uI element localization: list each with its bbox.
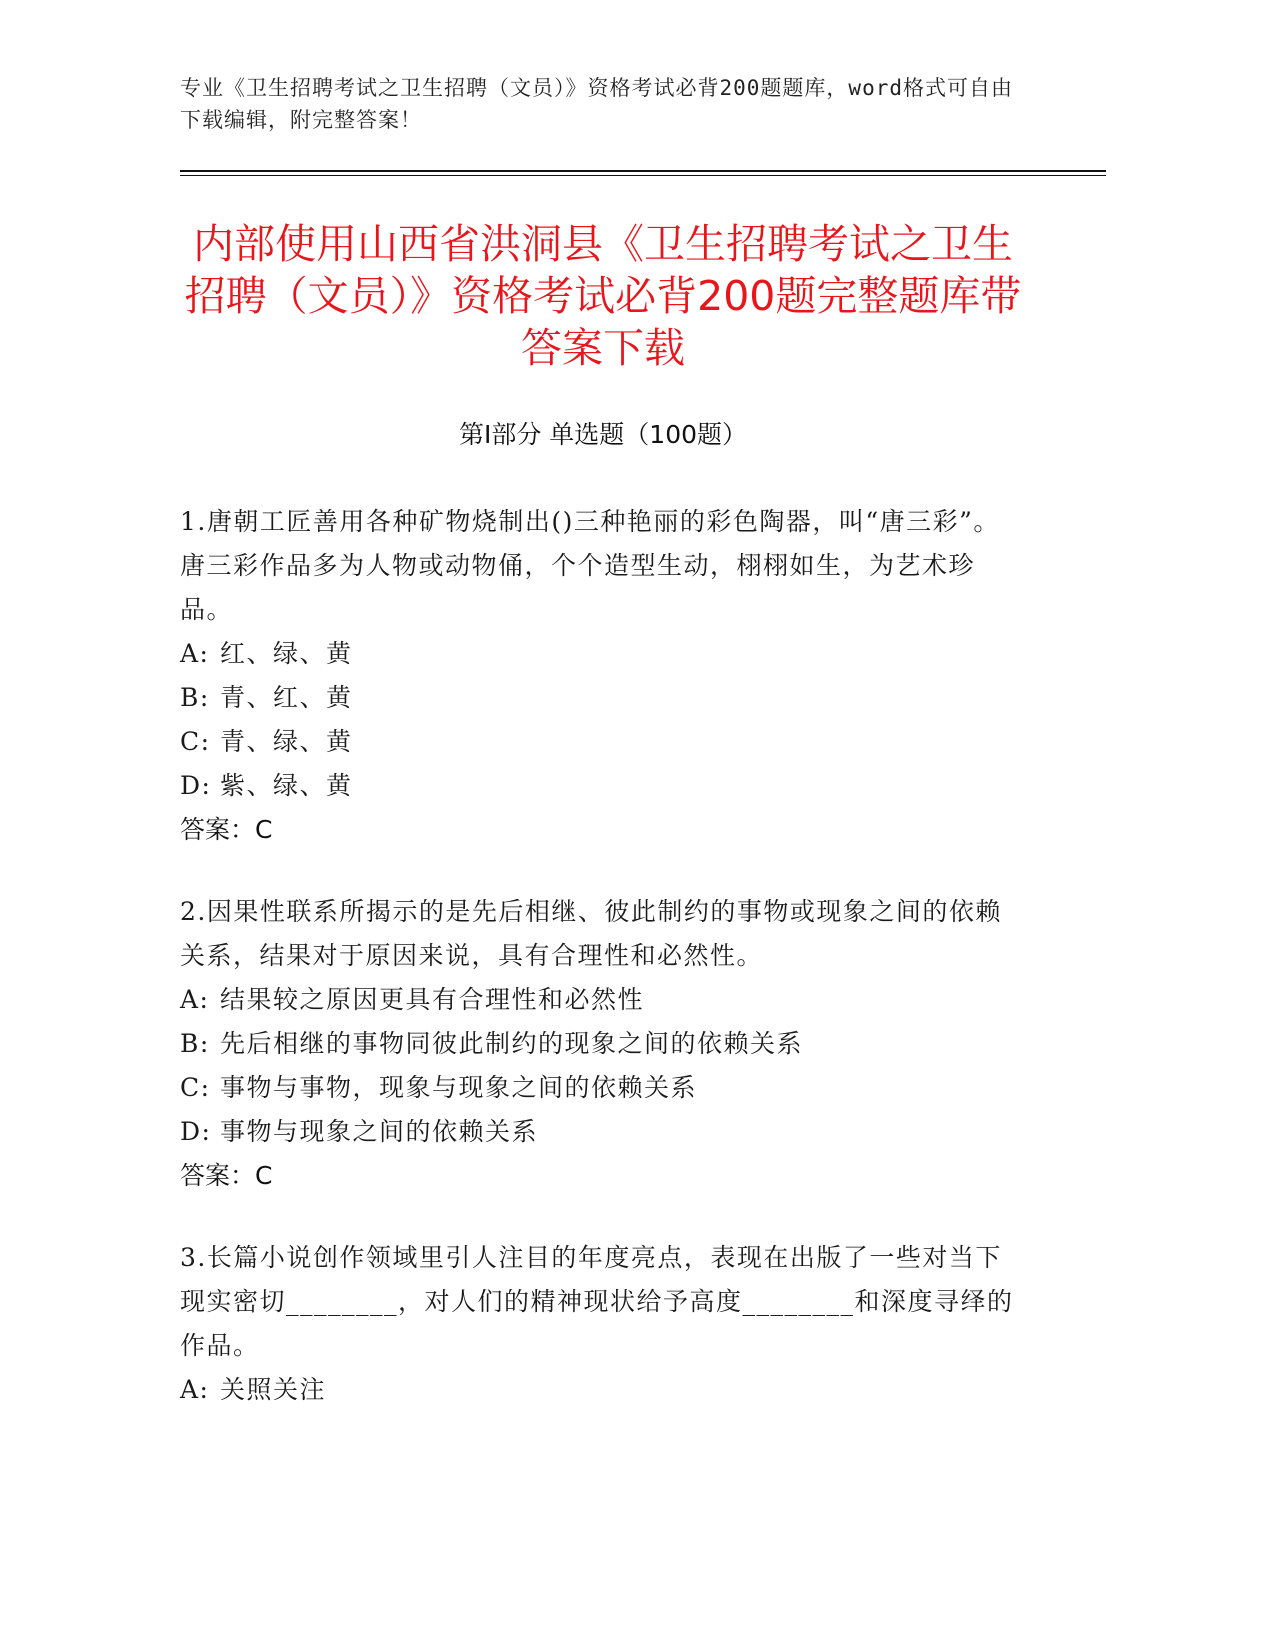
option-text: 结果较之原因更具有合理性和必然性: [220, 985, 645, 1014]
option-text: 青、绿、黄: [220, 727, 353, 756]
question-list: [180, 500, 1020, 1450]
option-b: [180, 1022, 1020, 1066]
option-a: [180, 978, 1020, 1022]
option-letter: C:: [180, 1073, 211, 1102]
option-text: 事物与事物，现象与现象之间的依赖关系: [220, 1073, 698, 1102]
header-divider-thin: [180, 175, 1106, 176]
option-letter: D:: [180, 771, 212, 800]
question-stem: 2.因果性联系所揭示的是先后相继、彼此制约的事物或现象之间的依赖关系，结果对于原因来说，具有合理性和必然性。: [180, 897, 1002, 970]
option-text: 紫、绿、黄: [220, 771, 353, 800]
option-letter: A:: [180, 639, 210, 668]
question-2: [180, 890, 1020, 1198]
option-letter: C:: [180, 727, 211, 756]
option-letter: B:: [180, 683, 210, 712]
question-stem: 3.长篇小说创作领域里引人注目的年度亮点，表现在出版了一些对当下现实密切________，对人们的精神现状给予高度________和深度寻绎的作品。: [180, 1243, 1014, 1360]
option-letter: B:: [180, 1029, 210, 1058]
section-heading: 第Ⅰ部分 单选题（100题）: [458, 420, 748, 449]
option-d: [180, 1110, 1020, 1154]
document-title: 内部使用山西省洪洞县《卫生招聘考试之卫生招聘（文员）》资格考试必背200题完整题库带答案下载: [184, 220, 1022, 372]
option-text: 红、绿、黄: [220, 639, 353, 668]
option-text: 先后相继的事物同彼此制约的现象之间的依赖关系: [220, 1029, 804, 1058]
option-letter: A:: [180, 1375, 210, 1404]
option-a: [180, 632, 1020, 676]
option-b: [180, 676, 1020, 720]
option-c: [180, 720, 1020, 764]
option-letter: D:: [180, 1117, 212, 1146]
option-c: [180, 1066, 1020, 1110]
answer: 答案：C: [180, 815, 273, 844]
option-text: 事物与现象之间的依赖关系: [220, 1117, 539, 1146]
answer: 答案：C: [180, 1161, 273, 1190]
option-a: [180, 1368, 1020, 1412]
header-note: 专业《卫生招聘考试之卫生招聘（文员）》资格考试必背200题题库，word格式可自由下载编辑，附完整答案！: [180, 76, 1013, 132]
question-3: [180, 1236, 1020, 1412]
header-divider-thick: [180, 170, 1106, 172]
option-text: 青、红、黄: [220, 683, 353, 712]
question-stem: 1.唐朝工匠善用各种矿物烧制出()三种艳丽的彩色陶器，叫“唐三彩”。唐三彩作品多为人物或动物俑，个个造型生动，栩栩如生，为艺术珍品。: [180, 507, 1000, 624]
option-d: [180, 764, 1020, 808]
option-letter: A:: [180, 985, 210, 1014]
question-1: [180, 500, 1020, 852]
option-text: 关照关注: [220, 1375, 327, 1404]
